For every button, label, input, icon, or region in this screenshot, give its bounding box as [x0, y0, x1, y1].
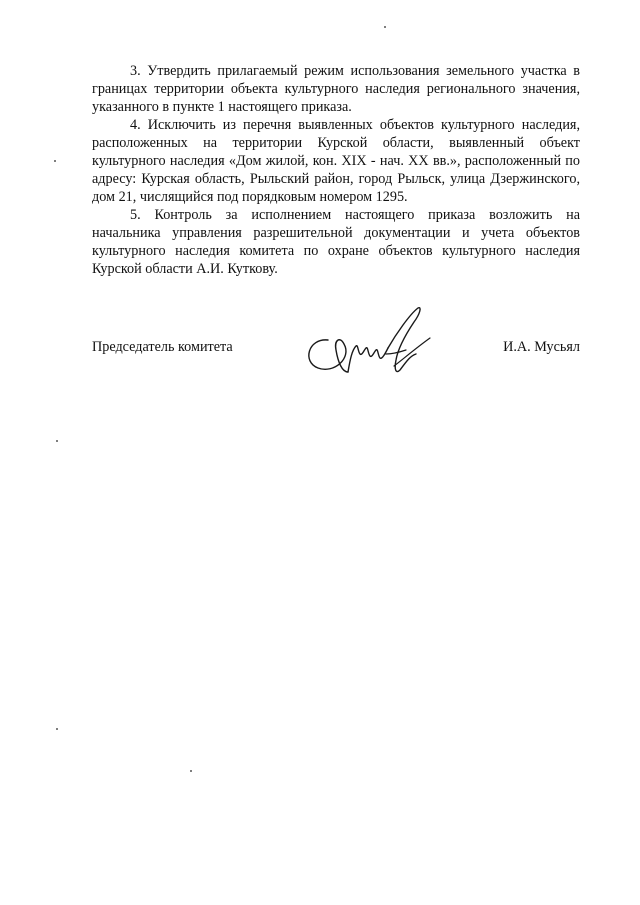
scan-speck — [190, 770, 192, 772]
document-body — [92, 62, 580, 278]
paragraph-item-3: 3. Утвердить прилагаемый режим использования земельного участка в границах территории объекта культурного наследия регионального значения, указанного в пункте 1 настоящего приказа. — [92, 63, 580, 115]
handwritten-signature — [300, 300, 440, 380]
paragraph-item-5: 5. Контроль за исполнением настоящего приказа возложить на начальника управления разрешительной документации и учета объектов культурного наследия комитета по охране объектов культурного наследия Курской области А.И. Куткову. — [92, 207, 580, 277]
scan-speck — [56, 728, 58, 730]
scan-speck — [384, 26, 386, 28]
signer-title: Председатель комитета — [92, 339, 233, 355]
paragraph-item-4: 4. Исключить из перечня выявленных объектов культурного наследия, расположенных на территории Курской области, выявленный объект культурного наследия «Дом жилой, кон. XIX - нач. XX вв.», расположенный по адресу: Курская область, Рыльский район, город Рыльск, улица Дзержинского, дом 21, числящийся под порядковым номером 1295. — [92, 117, 580, 205]
scan-speck — [56, 440, 58, 442]
scan-speck — [54, 160, 56, 162]
signer-name: И.А. Мусьял — [503, 339, 580, 355]
